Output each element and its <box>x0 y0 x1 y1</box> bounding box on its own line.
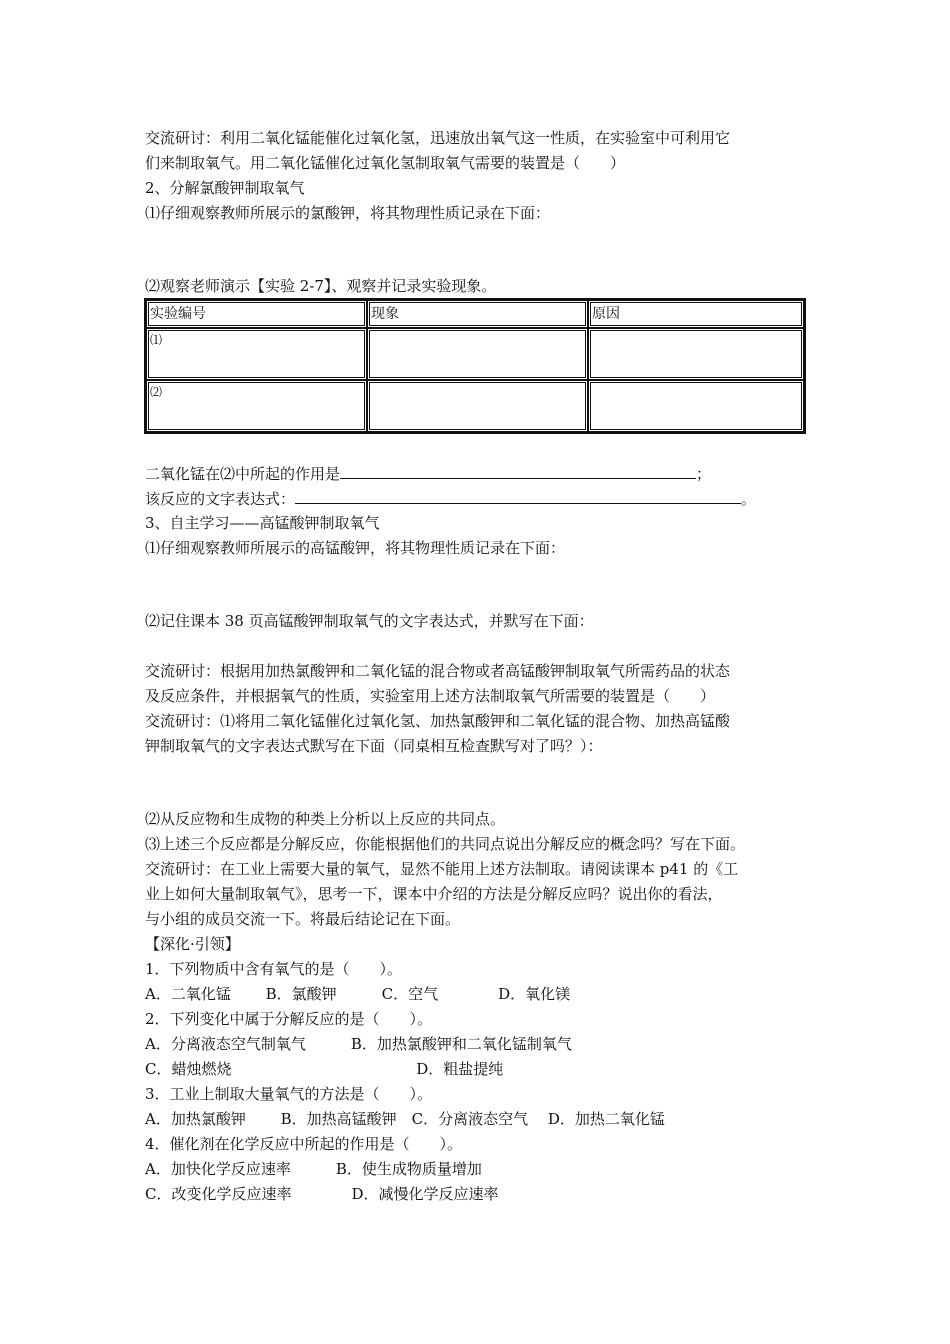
fill-blank-line <box>145 488 756 509</box>
text-line: ⑵记住课本 38 页高锰酸钾制取氧气的文字表达式，并默写在下面： <box>145 612 594 630</box>
question-4-options: A．加快化学反应速率 B．使生成物质量增加 <box>145 1160 482 1178</box>
text-line: 交流研讨：根据用加热氯酸钾和二氧化锰的混合物或者高锰酸钾制取氧气所需药品的状态 <box>145 662 731 680</box>
table-header: 现象 <box>367 300 588 328</box>
question-4: 4．催化剂在化学反应中所起的作用是（ ）。 <box>145 1135 463 1153</box>
section-heading: 3、自主学习——高锰酸钾制取氧气 <box>145 514 380 532</box>
table-header: 原因 <box>588 300 804 328</box>
question-4-options: C．改变化学反应速率 D．减慢化学反应速率 <box>145 1185 499 1203</box>
question-3-options: A．加热氯酸钾 B．加热高锰酸钾 C．分离液态空气 D．加热二氧化锰 <box>145 1110 665 1128</box>
answer-blank[interactable] <box>340 463 696 479</box>
text-line: ⑴仔细观察教师所展示的高锰酸钾，将其物理性质记录在下面： <box>145 539 566 557</box>
text-line: 交流研讨：利用二氧化锰能催化过氧化氢，迅速放出氧气这一性质，在实验室中可利用它 <box>145 129 731 147</box>
text-line: 业上如何大量制取氧气》，思考一下，课本中介绍的方法是分解反应吗？说出你的看法， <box>145 885 723 903</box>
table-header: 实验编号 <box>146 300 367 328</box>
question-1-options: A．二氧化锰 B．氯酸钾 C．空气 D．氧化镁 <box>145 985 571 1003</box>
question-2: 2．下列变化中属于分解反应的是（ ）。 <box>145 1010 433 1028</box>
experiment-table <box>144 298 806 434</box>
prompt-text: 二氧化锰在⑵中所起的作用是 <box>145 465 341 483</box>
text-line: 交流研讨：在工业上需要大量的氧气，显然不能用上述方法制取。请阅读课本 p41 的《工 <box>145 860 739 878</box>
fill-blank-line <box>145 463 711 484</box>
section-heading: 2、分解氯酸钾制取氧气 <box>145 179 305 197</box>
text-line: ⑴仔细观察教师所展示的氯酸钾，将其物理性质记录在下面： <box>145 204 551 222</box>
punctuation: ； <box>696 465 712 483</box>
table-cell[interactable] <box>588 328 804 380</box>
text-line: 钾制取氧气的文字表达式默写在下面（同桌相互检查默写对了吗？）： <box>145 737 603 755</box>
question-2-options: C．蜡烛燃烧 D．粗盐提纯 <box>145 1060 504 1078</box>
answer-blank[interactable] <box>295 488 741 504</box>
text-line: ⑵观察老师演示【实验 2-7】、观察并记录实验现象。 <box>145 277 497 295</box>
table-cell: ⑵ <box>146 380 367 432</box>
table-cell[interactable] <box>367 328 588 380</box>
section-heading: 【深化·引领】 <box>145 935 240 953</box>
question-3: 3．工业上制取大量氧气的方法是（ ）。 <box>145 1085 433 1103</box>
text-line: 及反应条件，并根据氧气的性质，实验室用上述方法制取氧气所需要的装置是（ ） <box>145 687 716 705</box>
text-line: 与小组的成员交流一下。将最后结论记在下面。 <box>145 910 461 928</box>
text-line: 交流研讨：⑴将用二氧化锰催化过氧化氢、加热氯酸钾和二氧化锰的混合物、加热高锰酸 <box>145 712 731 730</box>
punctuation: 。 <box>741 490 757 508</box>
text-line: 们来制取氧气。用二氧化锰催化过氧化氢制取氧气需要的装置是（ ） <box>145 154 626 172</box>
table-cell[interactable] <box>367 380 588 432</box>
prompt-text: 该反应的文字表达式： <box>145 490 296 508</box>
table-cell: ⑴ <box>146 328 367 380</box>
table-cell[interactable] <box>588 380 804 432</box>
question-2-options: A．分离液态空气制氧气 B．加热氯酸钾和二氧化锰制氧气 <box>145 1035 572 1053</box>
question-1: 1．下列物质中含有氧气的是（ ）。 <box>145 960 403 978</box>
text-line: ⑶上述三个反应都是分解反应，你能根据他们的共同点说出分解反应的概念吗？写在下面。 <box>145 835 746 853</box>
text-line: ⑵从反应物和生成物的种类上分析以上反应的共同点。 <box>145 810 506 828</box>
